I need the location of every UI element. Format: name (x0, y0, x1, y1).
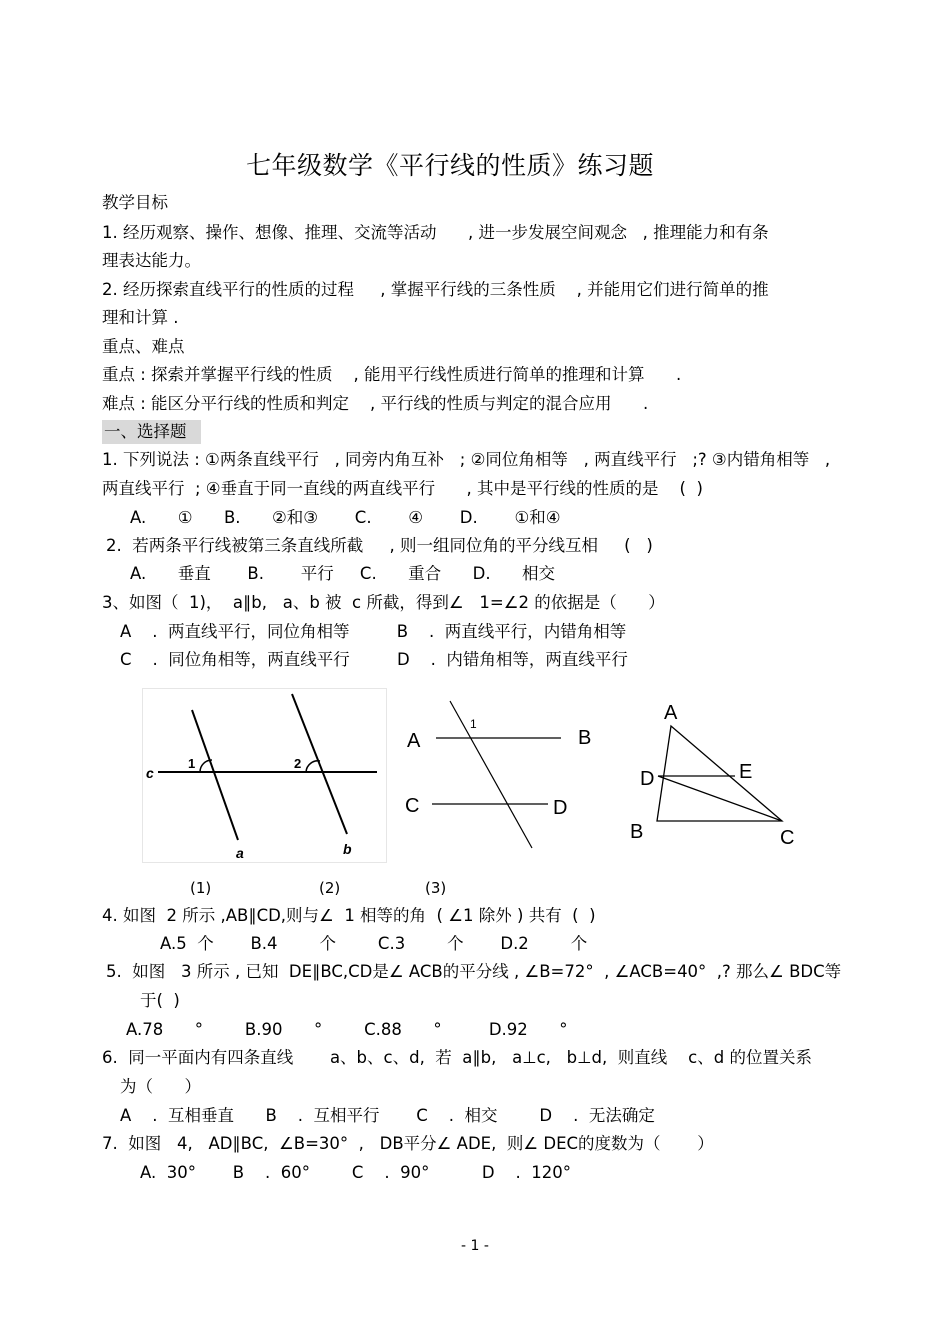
objectives-heading: 教学目标 (102, 193, 168, 212)
figure-1-caption: (1) (190, 879, 212, 897)
question-3-options-ab: A . 两直线平行，同位角相等 B . 两直线平行，内错角相等 (120, 622, 627, 641)
key-point-line: 重点 : 探索并掌握平行线的性质 , 能用平行线性质进行简单的推理和计算 . (102, 365, 682, 384)
figure-2-diagram (400, 696, 610, 856)
question-6-options: A . 互相垂直 B . 互相平行 C . 相交 D . 无法确定 (120, 1106, 655, 1125)
figure-1-label-b: b (343, 841, 352, 857)
figure-3-diagram (622, 696, 812, 856)
figure-2-label-1: 1 (470, 717, 477, 731)
question-4-stem: 4. 如图 2 所示 ,AB∥CD,则与∠ 1 相等的角 ( ∠1 除外 ) 共有 ( ) (102, 906, 596, 925)
figure-3-label-c: C (780, 827, 795, 849)
figure-3-label-b: B (630, 821, 644, 843)
figure-3-segment-dc (658, 776, 782, 821)
question-3-options-cd: C . 同位角相等，两直线平行 D . 内错角相等，两直线平行 (120, 650, 628, 669)
question-1-line-1: 1. 下列说法 : ①两条直线平行 , 同旁内角互补 ; ②同位角相等 , 两直线平行 ;? ③内错角相等 , (102, 450, 831, 469)
figure-1-label-c: c (146, 765, 154, 781)
key-points-heading: 重点、难点 (102, 337, 185, 356)
question-7-options: A. 30° B . 60° C . 90° D . 120° (140, 1163, 572, 1182)
figure-3-triangle-abc (657, 726, 782, 821)
objective-1-line-2: 理表达能力。 (102, 251, 201, 270)
figure-2-label-a: A (407, 730, 421, 752)
figure-2-caption: (2) (319, 879, 341, 897)
figure-3-caption: (3) (425, 879, 447, 897)
question-5-line-1: 5. 如图 3 所示 , 已知 DE∥BC,CD是∠ ACB的平分线 , ∠B=72° , ∠ACB=40° ,? 那么∠ BDC等 (106, 962, 842, 981)
figure-2-label-b: B (578, 727, 592, 749)
figure-1-frame (143, 689, 387, 863)
question-7-stem: 7. 如图 4, AD∥BC, ∠B=30° , DB平分∠ ADE, 则∠ DEC的度数为（ ） (102, 1134, 714, 1153)
figure-1-label-2: 2 (294, 756, 302, 771)
question-2-options: A. 垂直 B. 平行 C. 重合 D. 相交 (130, 564, 556, 583)
difficulty-line: 难点 : 能区分平行线的性质和判定 , 平行线的性质与判定的混合应用 . (102, 394, 649, 413)
figure-1-label-1: 1 (188, 756, 196, 771)
question-1-line-2: 两直线平行 ; ④垂直于同一直线的两直线平行 , 其中是平行线的性质的是 ( ) (102, 479, 703, 498)
figure-3-label-d: D (640, 768, 655, 790)
figure-1-diagram (142, 688, 388, 864)
question-5-options: A.78 ° B.90 ° C.88 ° D.92 ° (126, 1020, 568, 1039)
section-heading-choice: 一、选择题 (102, 420, 201, 444)
objective-2-line-2: 理和计算 . (102, 308, 179, 327)
figure-1-label-a: a (236, 845, 244, 861)
figure-2-label-d: D (553, 797, 568, 819)
question-1-options: A. ① B. ②和③ C. ④ D. ①和④ (130, 508, 561, 527)
question-6-line-2: 为（ ） (120, 1077, 201, 1096)
figure-2-label-c: C (405, 795, 420, 817)
page-title: 七年级数学《平行线的性质》练习题 (245, 151, 654, 180)
figure-1-line-a (192, 710, 238, 840)
question-6-line-1: 6. 同一平面内有四条直线 a、b、c、d, 若 a∥b, a⊥c, b⊥d, 则直线 c、d 的位置关系 (102, 1048, 812, 1067)
question-3-stem: 3、如图（ 1)， a∥b, a、b 被 c 所截，得到∠ 1=∠2 的依据是（ ） (102, 593, 665, 612)
figure-3-label-a: A (664, 702, 678, 724)
question-2-stem: 2. 若两条平行线被第三条直线所截 , 则一组同位角的平分线互相 ( ) (106, 536, 653, 555)
figure-3-label-e: E (739, 761, 753, 783)
question-4-options: A.5 个 B.4 个 C.3 个 D.2 个 (160, 934, 588, 953)
objective-1-line-1: 1. 经历观察、操作、想像、推理、交流等活动 , 进一步发展空间观念 , 推理能力和有条 (102, 223, 769, 242)
page-number: - 1 - (461, 1238, 489, 1254)
figure-2-transversal (450, 701, 532, 848)
objective-2-line-1: 2. 经历探索直线平行的性质的过程 , 掌握平行线的三条性质 , 并能用它们进行简单的推 (102, 280, 769, 299)
question-5-line-2: 于( ) (140, 991, 180, 1010)
